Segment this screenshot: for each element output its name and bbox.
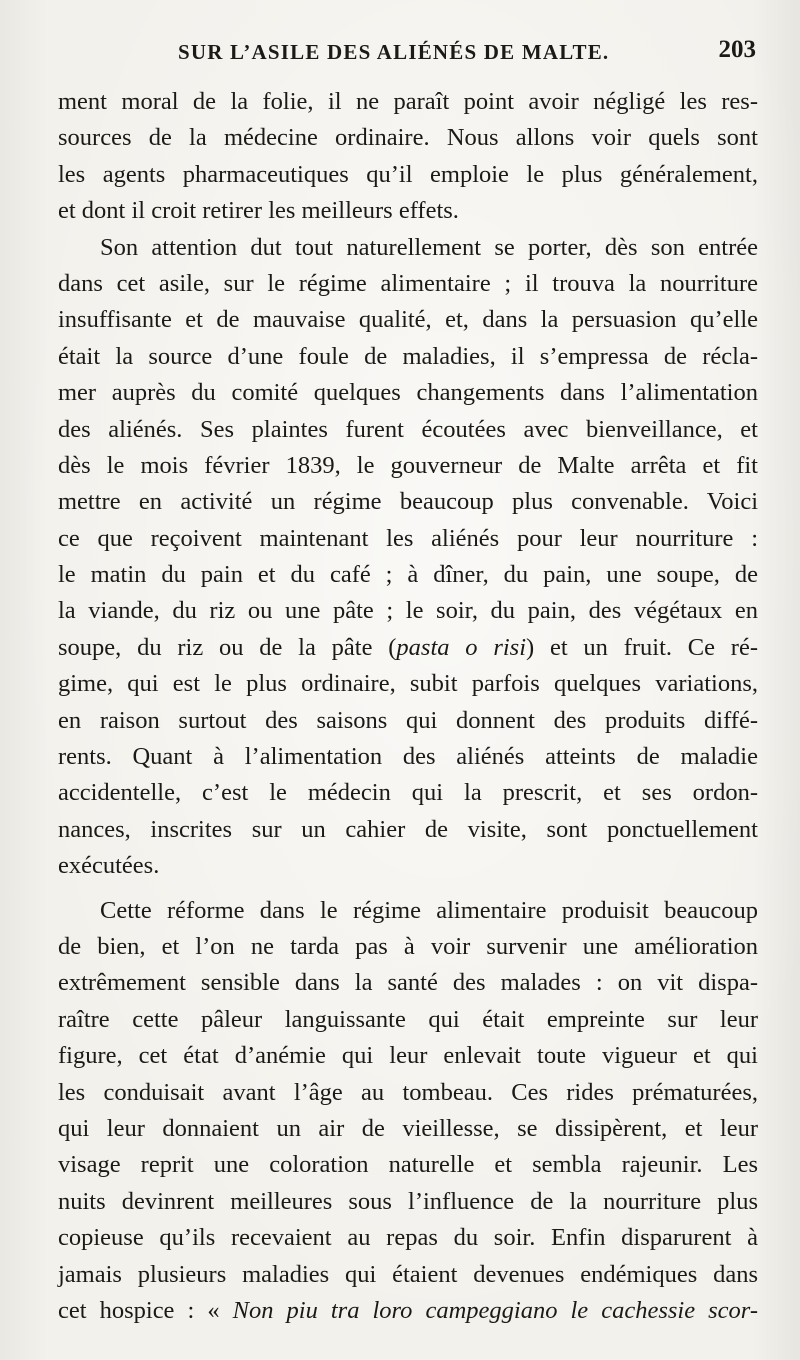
- text-line: sources de la médecine ordinaire. Nous allons voir quels sont: [58, 124, 758, 152]
- italic-phrase: Non piu tra loro campeggiano le cachessie scor-: [232, 1296, 758, 1324]
- text-line: insuffisante et de mauvaise qualité, et, dans la persuasion qu’elle: [58, 306, 758, 334]
- text-line: accidentelle, c’est le médecin qui la prescrit, et ses ordon-: [58, 779, 758, 807]
- text-line: rents. Quant à l’alimentation des aliénés atteints de maladie: [58, 743, 758, 771]
- running-title: SUR L’ASILE DES ALIÉNÉS DE MALTE.: [178, 40, 610, 64]
- text-line: exécutées.: [58, 852, 160, 880]
- text-line: était la source d’une foule de maladies, il s’empressa de récla-: [58, 342, 758, 370]
- text-line: mer auprès du comité quelques changements dans l’alimentation: [58, 379, 758, 407]
- text-line: en raison surtout des saisons qui donnent des produits diffé-: [58, 706, 758, 734]
- paragraph: [58, 84, 758, 230]
- text-line: cet hospice : « Non piu tra loro campeggiano le cachessie scor-: [58, 1296, 758, 1324]
- text-line: ce que reçoivent maintenant les aliénés pour leur nourriture :: [58, 524, 758, 552]
- text-line: nances, inscrites sur un cahier de visite, sont ponctuellement: [58, 815, 758, 843]
- text-line: soupe, du riz ou de la pâte (pasta o risi) et un fruit. Ce ré-: [58, 633, 758, 661]
- text-line: jamais plusieurs maladies qui étaient devenues endémiques dans: [58, 1260, 758, 1288]
- text-line: mettre en activité un régime beaucoup plus convenable. Voici: [58, 488, 758, 516]
- text-line: de bien, et l’on ne tarda pas à voir survenir une amélioration: [58, 932, 758, 960]
- text-line: ment moral de la folie, il ne paraît point avoir négligé les res-: [58, 88, 758, 115]
- paragraph: [58, 893, 758, 1330]
- text-line: et dont il croit retirer les meilleurs effets.: [58, 197, 459, 225]
- text-line: copieuse qu’ils recevaient au repas du soir. Enfin disparurent à: [58, 1224, 758, 1252]
- text-line: dans cet asile, sur le régime alimentaire ; il trouva la nourriture: [58, 269, 758, 297]
- page-number: 203: [718, 36, 756, 63]
- text-line: les conduisait avant l’âge au tombeau. Ces rides prématurées,: [58, 1078, 758, 1106]
- text-line: figure, cet état d’anémie qui leur enlevait toute vigueur et qui: [58, 1042, 758, 1070]
- paragraph-gap: [58, 885, 758, 893]
- text-line: raître cette pâleur languissante qui était empreinte sur leur: [58, 1005, 758, 1033]
- body-text: [58, 84, 758, 1329]
- text-line: le matin du pain et du café ; à dîner, du pain, une soupe, de: [58, 561, 758, 589]
- text-line: gime, qui est le plus ordinaire, subit parfois quelques variations,: [58, 670, 758, 698]
- text-line: dès le mois février 1839, le gouverneur de Malte arrêta et fit: [58, 451, 758, 479]
- paragraph: [58, 230, 758, 885]
- text-line: nuits devinrent meilleures sous l’influence de la nourriture plus: [58, 1187, 758, 1215]
- text-line: Cette réforme dans le régime alimentaire produisit beaucoup: [100, 896, 758, 924]
- text-line: visage reprit une coloration naturelle et sembla rajeunir. Les: [58, 1151, 758, 1179]
- text-line: des aliénés. Ses plaintes furent écoutées avec bienveillance, et: [58, 415, 758, 443]
- text-line: extrêmement sensible dans la santé des malades : on vit dispa-: [58, 969, 758, 997]
- page-header: [58, 36, 756, 76]
- text-line: Son attention dut tout naturellement se porter, dès son entrée: [100, 233, 758, 261]
- text-line: la viande, du riz ou une pâte ; le soir, du pain, des végétaux en: [58, 597, 758, 625]
- text-line: les agents pharmaceutiques qu’il emploie le plus généralement,: [58, 160, 758, 188]
- italic-phrase: pasta o risi: [396, 633, 527, 661]
- text-line: qui leur donnaient un air de vieillesse, se dissipèrent, et leur: [58, 1114, 758, 1142]
